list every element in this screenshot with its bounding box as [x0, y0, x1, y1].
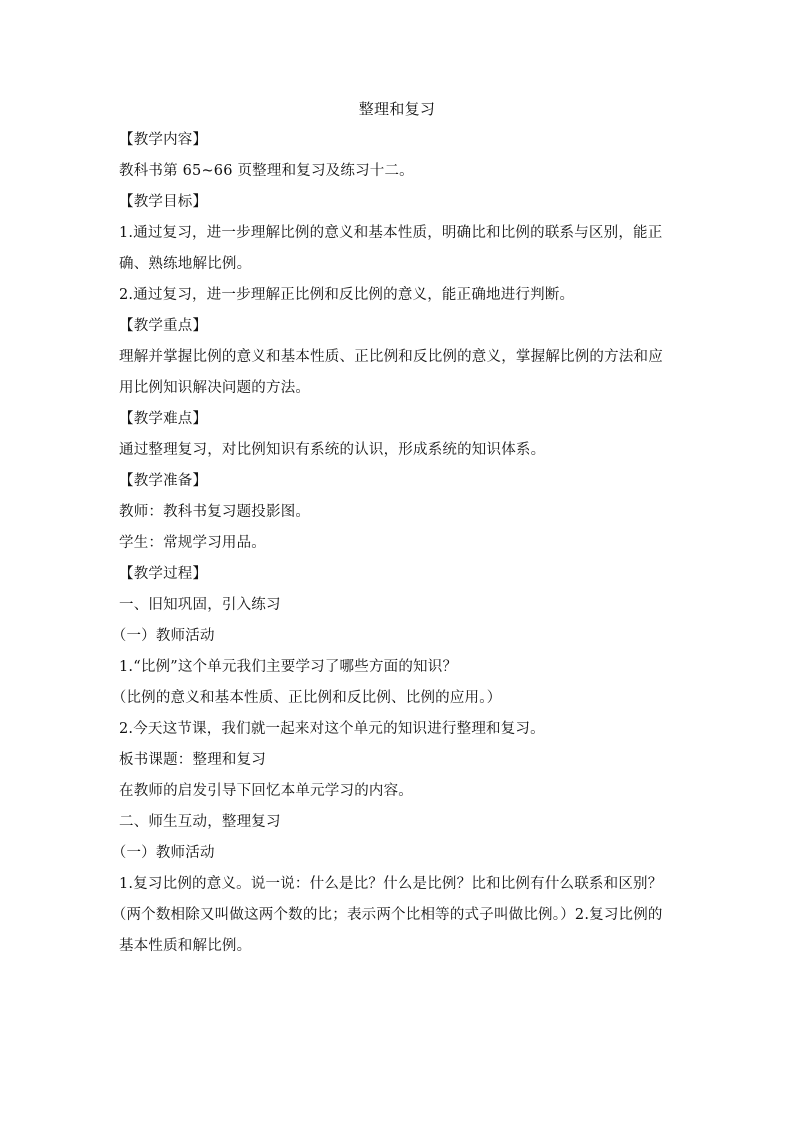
- paragraph-goal-2: 2.通过复习，进一步理解正比例和反比例的意义，能正确地进行判断。: [119, 287, 575, 303]
- section-heading-key-points: 【教学重点】: [119, 318, 208, 334]
- section-heading-difficulties: 【教学难点】: [119, 411, 208, 427]
- subheading-part-1: 一、旧知巩固，引入练习: [119, 597, 281, 613]
- paragraph-student-prep: 学生：常规学习用品。: [119, 535, 266, 551]
- subheading-teacher-activity-2: （一）教师活动: [111, 845, 215, 861]
- document-page: [111, 94, 675, 962]
- paragraph-answer-1: （比例的意义和基本性质、正比例和反比例、比例的应用。）: [111, 690, 502, 706]
- section-heading-content: 【教学内容】: [119, 132, 208, 148]
- paragraph-content: 教科书第 65~66 页整理和复习及练习十二。: [119, 163, 414, 179]
- paragraph-review-answer: （两个数相除又叫做这两个数的比；表示两个比相等的式子叫做比例。）2.复习比例的基本性质和解比例。: [111, 907, 663, 954]
- paragraph-difficulties: 通过整理复习，对比例知识有系统的认识，形成系统的知识体系。: [119, 442, 546, 458]
- subheading-part-2: 二、师生互动，整理复习: [119, 814, 281, 830]
- paragraph-question-2: 2.今天这节课，我们就一起来对这个单元的知识进行整理和复习。: [119, 721, 545, 737]
- paragraph-board-title: 板书课题：整理和复习: [119, 752, 266, 768]
- section-heading-process: 【教学过程】: [119, 566, 208, 582]
- section-heading-preparation: 【教学准备】: [119, 473, 208, 489]
- paragraph-recall: 在教师的启发引导下回忆本单元学习的内容。: [119, 783, 413, 799]
- document-title: 整理和复习: [358, 100, 436, 118]
- section-heading-goals: 【教学目标】: [119, 194, 208, 210]
- paragraph-key-points: 理解并掌握比例的意义和基本性质、正比例和反比例的意义，掌握解比例的方法和应用比例知识解决问题的方法。: [119, 349, 663, 396]
- paragraph-review-ratio: 1.复习比例的意义。说一说：什么是比？什么是比例？比和比例有什么联系和区别？: [119, 876, 663, 892]
- paragraph-teacher-prep: 教师：教科书复习题投影图。: [119, 504, 311, 520]
- paragraph-question-1: 1.“比例”这个单元我们主要学习了哪些方面的知识？: [119, 659, 458, 675]
- paragraph-goal-1: 1.通过复习，进一步理解比例的意义和基本性质，明确比和比例的联系与区别，能正确、熟练地解比例。: [119, 225, 663, 272]
- subheading-teacher-activity-1: （一）教师活动: [111, 628, 215, 644]
